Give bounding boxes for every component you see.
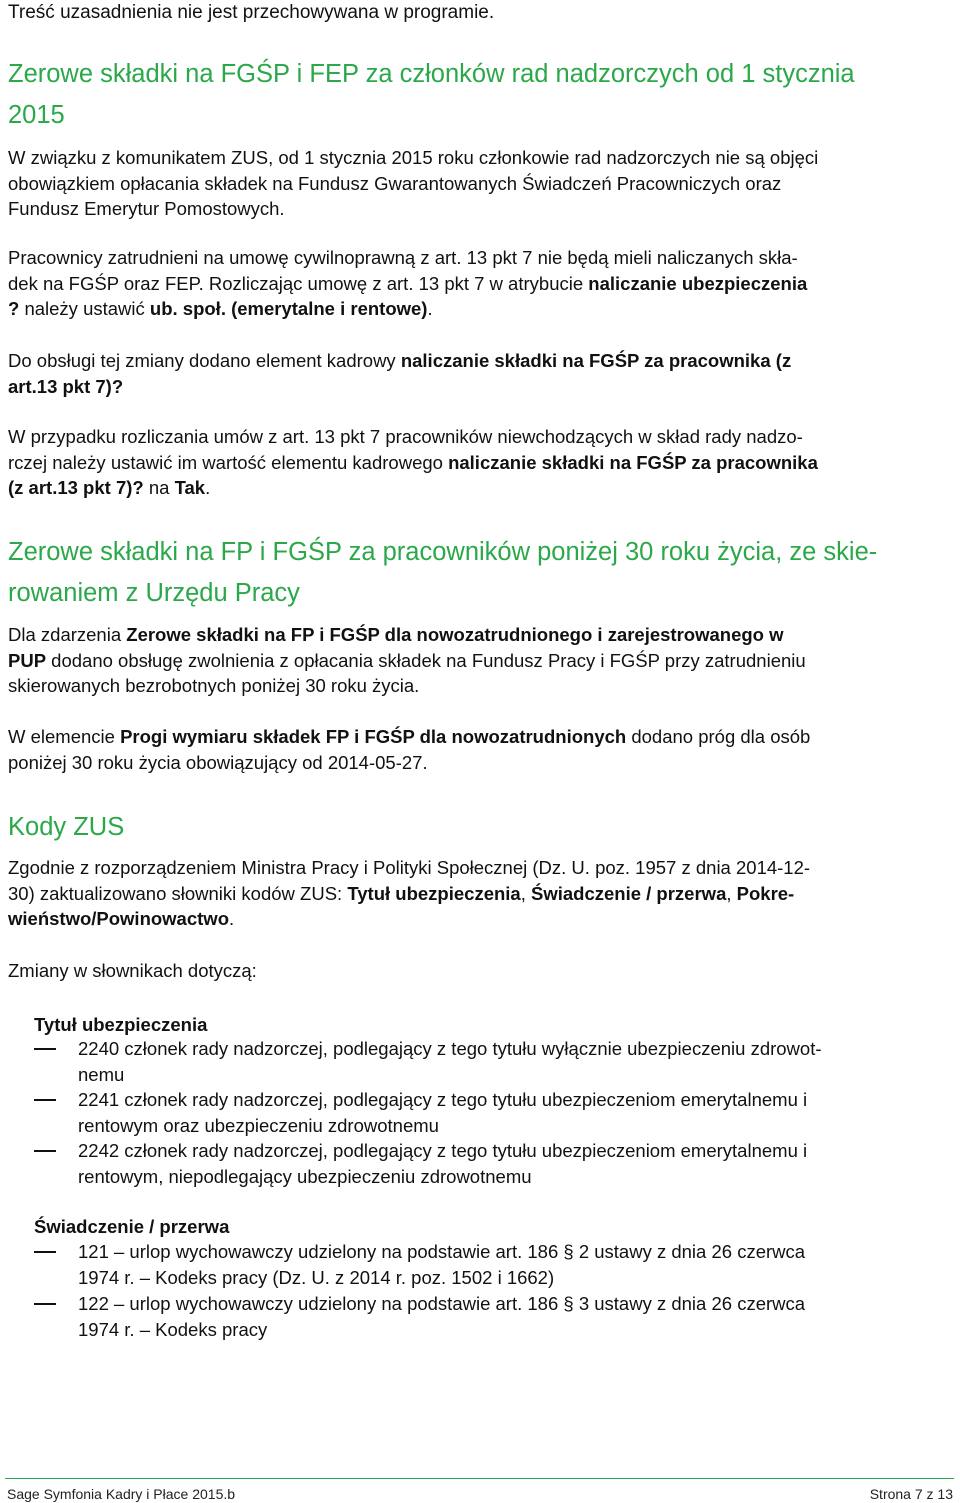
footer-page-number: Strona 7 z 13 [869,1486,953,1502]
section2-title-line2: rowaniem z Urzędu Pracy [8,579,300,607]
footer-divider [5,1478,954,1479]
section2-paragraph-2: W elemencie Progi wymiaru składek FP i FGŚP dla nowozatrudnionych dodano próg dla osób poniżej 30 roku życia obowiązujący od 2014-05-27. [8,726,811,773]
section1-paragraph-3: Do obsługi tej zmiany dodano element kadrowy naliczanie składki na FGŚP za pracownika (z art.13 pkt 7)? [8,350,792,397]
section1-paragraph-2: Pracownicy zatrudnieni na umowę cywilnoprawną z art. 13 pkt 7 nie będą mieli naliczanych skła- dek na FGŚP oraz FEP. Rozliczając umowę z art. 13 pkt 7 w atrybucie naliczanie ubezpieczenia ? należy ustawić ub. społ. (emerytalne i rentowe). [8,247,808,319]
section3-title: Kody ZUS [8,813,125,841]
dash-bullet-icon [34,1150,56,1152]
section1-paragraph-1: W związku z komunikatem ZUS, od 1 stycznia 2015 roku członkowie rad nadzorczych nie są objęci obowiązkiem opłacania składek na Fundusz Gwarantowanych Świadczeń Pracowniczych oraz Fundusz Emerytur Pomostowych. [8,147,819,219]
section2-paragraph-1: Dla zdarzenia Zerowe składki na FP i FGŚP dla nowozatrudnionego i zarejestrowanego w PUP dodano obsługę zwolnienia z opłacania składek na Fundusz Pracy i FGŚP przy zatrudnieniu skierowanych bezrobotnych poniżej 30 roku życia. [8,624,806,696]
dash-bullet-icon [34,1048,56,1050]
top-note: Treść uzasadnienia nie jest przechowywana w programie. [8,2,495,23]
section1-title: Zerowe składki na FGŚP i FEP za członków rad nadzorczych od 1 stycznia [8,60,855,88]
list-title-swiadczenie: Świadczenie / przerwa [34,1216,230,1237]
section2-title: Zerowe składki na FP i FGŚP za pracowników poniżej 30 roku życia, ze skie- [8,538,878,566]
dash-bullet-icon [34,1099,56,1101]
dash-bullet-icon [34,1303,56,1305]
list-title-tytul: Tytuł ubezpieczenia [34,1014,208,1035]
section3-paragraph-1: Zgodnie z rozporządzeniem Ministra Pracy i Polityki Społecznej (Dz. U. poz. 1957 z dnia 2014-12- 30) zaktualizowano słowniki kodów ZUS: Tytuł ubezpieczenia, Świadczenie / przerwa, Pokre- wieństwo/Powinowactwo. [8,857,811,929]
section1-title-line2: 2015 [8,101,65,129]
footer-product-name: Sage Symfonia Kadry i Płace 2015.b [7,1486,236,1502]
dash-bullet-icon [34,1251,56,1253]
section3-paragraph-2: Zmiany w słownikach dotyczą: [8,960,257,981]
section1-paragraph-4: W przypadku rozliczania umów z art. 13 pkt 7 pracowników niewchodzących w skład rady nadzo- rczej należy ustawić im wartość elementu kadrowego naliczanie składki na FGŚP za pracownika (z art.13 pkt 7)? na Tak. [8,426,818,498]
